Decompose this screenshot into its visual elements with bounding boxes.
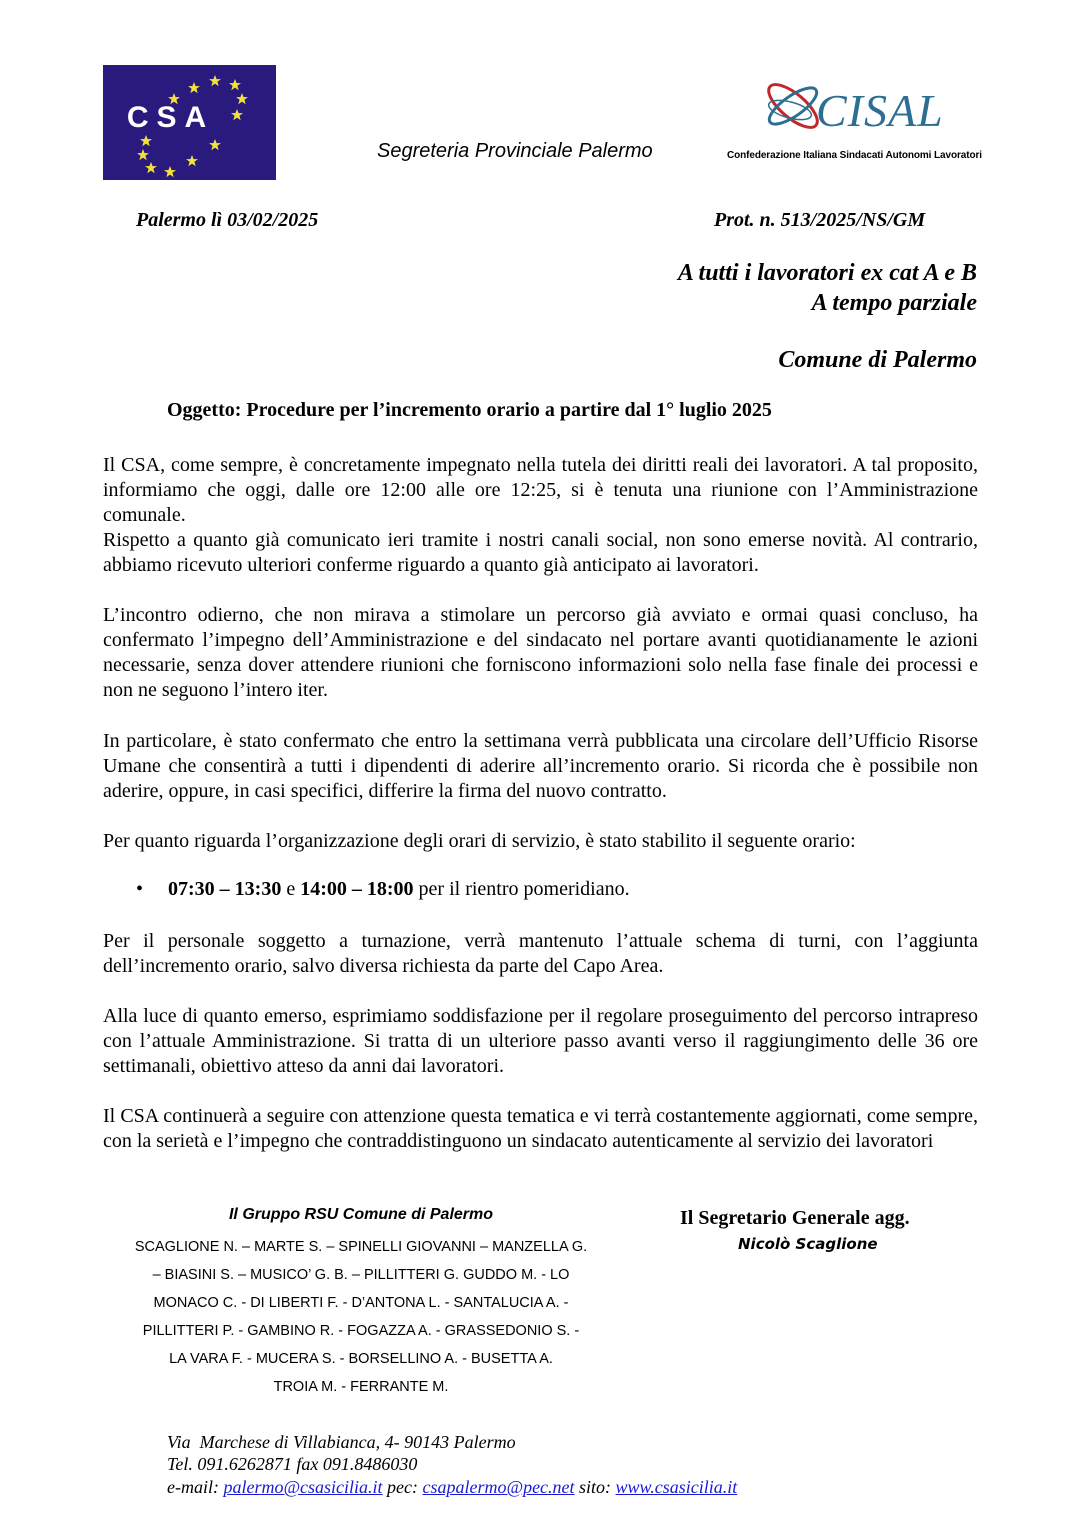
body-paragraph: In particolare, è stato confermato che entro la settimana verrà pubblicata una circolare dell’Ufficio Risorse Umane che consentirà a tutti i dipendenti di aderire all’incremento orario. Si ricorda che è possibile non aderire, oppure, in casi specifici, differire la firma del nuovo contratto. bbox=[103, 730, 978, 802]
schedule-time-morning: 07:30 – 13:30 bbox=[168, 878, 282, 900]
schedule-bullet bbox=[168, 878, 630, 901]
email-label: e-mail: bbox=[167, 1477, 224, 1497]
pec-link[interactable]: csapalermo@pec.net bbox=[422, 1477, 575, 1497]
protocol-number: Prot. n. 513/2025/NS/GM bbox=[714, 209, 926, 231]
rsu-member-line: MONACO C. - DI LIBERTI F. - D’ANTONA L. - SANTALUCIA A. - bbox=[153, 1295, 569, 1311]
footer-phone: Tel. 091.6262871 fax 091.8486030 bbox=[167, 1454, 418, 1474]
body-paragraph: L’incontro odierno, che non mirava a stimolare un percorso già avviato e ormai quasi concluso, ha confermato l’impegno dell’Amministrazione e del sindacato nel portare avanti quotidianamente le azioni necessarie, senza dover attendere riunioni che forniscono informazioni solo nella fase finale dei processi e non ne seguono l’intero iter. bbox=[103, 604, 978, 701]
office-name: Segreteria Provinciale Palermo bbox=[377, 140, 653, 162]
bullet-icon: • bbox=[136, 878, 144, 900]
rsu-member-line: TROIA M. - FERRANTE M. bbox=[273, 1379, 449, 1395]
schedule-conjunction: e bbox=[281, 878, 301, 900]
schedule-description: per il rientro pomeridiano. bbox=[413, 878, 630, 900]
email-link[interactable]: palermo@csasicilia.it bbox=[223, 1477, 383, 1497]
site-label: sito: bbox=[574, 1477, 616, 1497]
pec-label: pec: bbox=[382, 1477, 423, 1497]
rsu-group-title: Il Gruppo RSU Comune di Palermo bbox=[228, 1206, 494, 1223]
rsu-member-line: – BIASINI S. – MUSICO’ G. B. – PILLITTERI G. GUDDO M. - LO bbox=[152, 1267, 570, 1283]
rsu-member-line: PILLITTERI P. - GAMBINO R. - FOGAZZA A. - GRASSEDONIO S. - bbox=[142, 1323, 580, 1339]
signatory-role: Il Segretario Generale agg. bbox=[680, 1207, 910, 1229]
cisal-logo-text: CISAL bbox=[816, 85, 944, 136]
csa-logo bbox=[103, 65, 276, 180]
body-paragraph: Alla luce di quanto emerso, esprimiamo soddisfazione per il regolare proseguimento del percorso intrapreso con l’attuale Amministrazione. Si tratta di un ulteriore passo avanti verso il raggiungimento delle 36 ore settimanali, obiettivo atteso da anni dai lavoratori. bbox=[103, 1005, 978, 1077]
footer-address: Via Marchese di Villabianca, 4- 90143 Palermo bbox=[167, 1432, 516, 1452]
recipient-line: A tutti i lavoratori ex cat A e B bbox=[677, 260, 977, 286]
recipient-line: Comune di Palermo bbox=[778, 347, 977, 373]
footer-contacts bbox=[167, 1476, 737, 1498]
body-paragraph: Per quanto riguarda l’organizzazione degli orari di servizio, è stato stabilito il seguente orario: bbox=[103, 830, 856, 852]
schedule-time-afternoon: 14:00 – 18:00 bbox=[300, 878, 414, 900]
body-paragraph: Il CSA continuerà a seguire con attenzione questa tematica e vi terrà costantemente aggiornati, come sempre, con la serietà e l’impegno che contraddistinguono un sindacato autenticamente al servizio dei lavoratori bbox=[103, 1105, 978, 1152]
rsu-member-list bbox=[100, 1233, 622, 1401]
website-link[interactable]: www.csasicilia.it bbox=[615, 1477, 738, 1497]
signatory-name: Nicolò Scaglione bbox=[738, 1235, 878, 1253]
cisal-logo bbox=[760, 70, 960, 140]
body-paragraph: Rispetto a quanto già comunicato ieri tramite i nostri canali social, non sono emerse novità. Al contrario, abbiamo ricevuto ulteriori conferme riguardo a quanto già anticipato ai lavoratori. bbox=[103, 529, 978, 576]
date-line: Palermo lì 03/02/2025 bbox=[136, 209, 319, 231]
body-paragraph: Per il personale soggetto a turnazione, verrà mantenuto l’attuale schema di turni, con l’aggiunta dell’incremento orario, salvo diversa richiesta da parte del Capo Area. bbox=[103, 930, 978, 977]
rsu-member-line: SCAGLIONE N. – MARTE S. – SPINELLI GIOVANNI – MANZELLA G. bbox=[134, 1239, 588, 1255]
subject-line: Oggetto: Procedure per l’incremento orario a partire dal 1° luglio 2025 bbox=[167, 399, 772, 421]
body-paragraph: Il CSA, come sempre, è concretamente impegnato nella tutela dei diritti reali dei lavoratori. A tal proposito, informiamo che oggi, dalle ore 12:00 alle ore 12:25, si è tenuta una riunione con l’Amministrazione comunale. bbox=[103, 454, 978, 526]
csa-logo-text: CSA bbox=[126, 101, 215, 134]
rsu-member-line: LA VARA F. - MUCERA S. - BORSELLINO A. - BUSETTA A. bbox=[169, 1351, 553, 1367]
recipient-line: A tempo parziale bbox=[811, 290, 977, 316]
cisal-subtitle: Confederazione Italiana Sindacati Autonomi Lavoratori bbox=[727, 150, 982, 161]
